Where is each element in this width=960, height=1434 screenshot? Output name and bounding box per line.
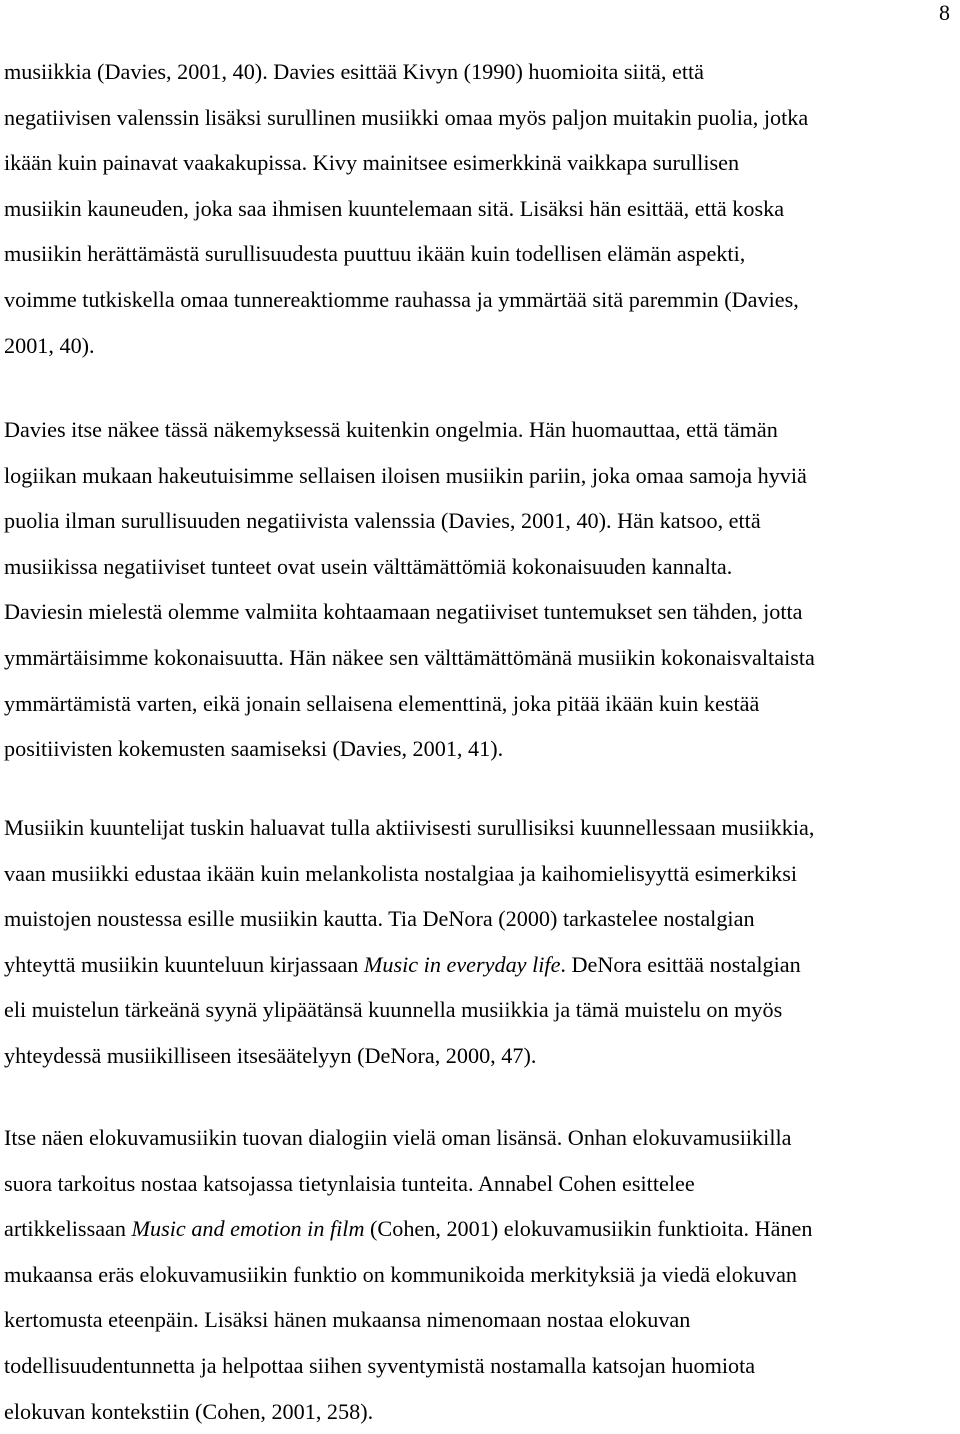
text-segment: positiivisten kokemusten saamiseksi (Davies, 2001, 41). bbox=[4, 736, 504, 762]
text-segment: negatiivisen valenssin lisäksi surullinen musiikki omaa myös paljon muitakin puolia, jotka bbox=[4, 104, 809, 130]
text-line bbox=[4, 1297, 959, 1343]
text-segment: ikään kuin painavat vaakakupissa. Kivy mainitsee esimerkkinä vaikkapa surullisen bbox=[4, 150, 740, 176]
text-segment: elokuvan kontekstiin (Cohen, 2001, 258). bbox=[4, 1398, 374, 1424]
text-line bbox=[4, 1161, 959, 1207]
text-line bbox=[4, 1206, 959, 1252]
text-segment: vaan musiikki edustaa ikään kuin melankolista nostalgiaa ja kaihomielisyyttä esimerkiksi bbox=[4, 860, 798, 886]
text-segment: puolia ilman surullisuuden negatiivista valenssia (Davies, 2001, 40). Hän katsoo, että bbox=[4, 508, 761, 534]
text-line bbox=[4, 987, 959, 1033]
text-segment: logiikan mukaan hakeutuisimme sellaisen iloisen musiikin pariin, joka omaa samoja hyviä bbox=[4, 462, 807, 488]
text-line bbox=[4, 805, 959, 851]
book-title: Music and emotion in film bbox=[131, 1216, 365, 1242]
text-line bbox=[4, 453, 959, 499]
text-line bbox=[4, 1343, 959, 1389]
text-line bbox=[4, 407, 959, 453]
text-line bbox=[4, 544, 959, 590]
text-line bbox=[4, 231, 959, 277]
text-segment: Davies itse näkee tässä näkemyksessä kuitenkin ongelmia. Hän huomauttaa, että tämän bbox=[4, 417, 778, 442]
text-line bbox=[4, 681, 959, 727]
paragraph-2 bbox=[4, 407, 959, 772]
text-line bbox=[4, 851, 959, 897]
text-segment: voimme tutkiskella omaa tunnereaktiomme rauhassa ja ymmärtää sitä paremmin (Davies, bbox=[4, 286, 799, 312]
text-line bbox=[4, 1033, 959, 1079]
text-segment: musiikissa negatiiviset tunteet ovat usein välttämättömiä kokonaisuuden kannalta. bbox=[4, 553, 733, 579]
text-line bbox=[4, 1252, 959, 1298]
text-segment: artikkelissaan bbox=[4, 1216, 132, 1242]
text-segment: 2001, 40). bbox=[4, 332, 95, 358]
text-segment: ymmärtäisimme kokonaisuutta. Hän näkee sen välttämättömänä musiikin kokonaisvaltaista bbox=[4, 644, 815, 670]
text-line bbox=[4, 323, 959, 369]
text-line bbox=[4, 95, 959, 141]
text-segment: Daviesin mielestä olemme valmiita kohtaamaan negatiiviset tuntemukset sen tähden, jotta bbox=[4, 599, 803, 625]
text-segment: yhteyttä musiikin kuunteluun kirjassaan bbox=[4, 951, 364, 977]
text-segment: kertomusta eteenpäin. Lisäksi hänen mukaansa nimenomaan nostaa elokuvan bbox=[4, 1307, 691, 1333]
text-segment: yhteydessä musiikilliseen itsesäätelyyn (DeNora, 2000, 47). bbox=[4, 1042, 537, 1068]
text-line bbox=[4, 942, 959, 988]
text-line bbox=[4, 186, 959, 232]
text-segment: musiikin herättämästä surullisuudesta puuttuu ikään kuin todellisen elämän aspekti, bbox=[4, 241, 746, 267]
text-segment: ymmärtämistä varten, eikä jonain sellaisena elementtinä, joka pitää ikään kuin kestää bbox=[4, 690, 760, 716]
text-segment: suora tarkoitus nostaa katsojassa tietynlaisia tunteita. Annabel Cohen esittelee bbox=[4, 1170, 695, 1196]
text-segment: eli muistelun tärkeänä syynä ylipäätänsä kuunnella musiikkia ja tämä muistelu on myös bbox=[4, 997, 783, 1023]
text-segment: . DeNora esittää nostalgian bbox=[560, 951, 801, 977]
text-segment: mukaansa eräs elokuvamusiikin funktio on kommunikoida merkityksiä ja viedä elokuvan bbox=[4, 1261, 798, 1287]
text-line bbox=[4, 896, 959, 942]
text-segment: (Cohen, 2001) elokuvamusiikin funktioita. Hänen bbox=[364, 1216, 813, 1242]
page-number: 8 bbox=[939, 0, 950, 25]
text-line bbox=[4, 589, 959, 635]
text-segment: Musiikin kuuntelijat tuskin haluavat tulla aktiivisesti surullisiksi kuunnellessaan musiikkia, bbox=[4, 815, 815, 840]
book-title: Music in everyday life bbox=[363, 951, 561, 977]
paragraph-4 bbox=[4, 1115, 959, 1434]
text-line bbox=[4, 1115, 959, 1161]
text-segment: Itse näen elokuvamusiikin tuovan dialogiin vielä oman lisänsä. Onhan elokuvamusiikilla bbox=[4, 1125, 792, 1150]
text-line bbox=[4, 498, 959, 544]
text-line bbox=[4, 726, 959, 772]
text-segment: todellisuudentunnetta ja helpottaa siihen syventymistä nostamalla katsojan huomiota bbox=[4, 1352, 756, 1378]
paragraph-1 bbox=[4, 49, 959, 368]
text-line bbox=[4, 1389, 959, 1434]
text-line bbox=[4, 635, 959, 681]
text-line bbox=[4, 49, 959, 95]
text-line bbox=[4, 277, 959, 323]
paragraph-3 bbox=[4, 805, 959, 1079]
text-segment: musiikkia (Davies, 2001, 40). Davies esittää Kivyn (1990) huomioita siitä, että bbox=[4, 59, 705, 84]
text-segment: muistojen noustessa esille musiikin kautta. Tia DeNora (2000) tarkastelee nostalgian bbox=[4, 906, 755, 932]
text-segment: musiikin kauneuden, joka saa ihmisen kuuntelemaan sitä. Lisäksi hän esittää, että koska bbox=[4, 195, 785, 221]
text-line bbox=[4, 140, 959, 186]
